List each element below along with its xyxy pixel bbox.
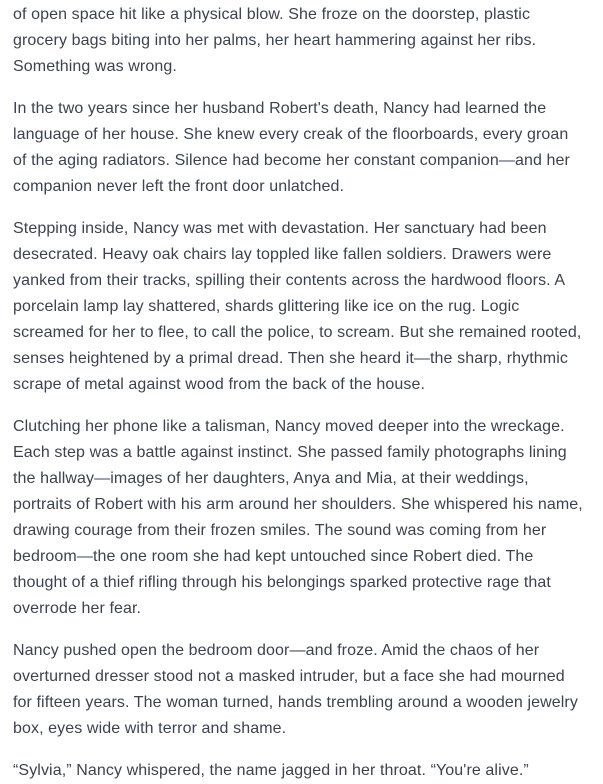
story-paragraph: Nancy pushed open the bedroom door—and froze. Amid the chaos of her overturned dresser stood not a masked intruder, but a face she had mourned for fifteen years. The woman turned, hands trembling around a wooden jewelry box, eyes wide with terror and shame.	[13, 642, 578, 737]
story-paragraph: “Sylvia,” Nancy whispered, the name jagged in her throat. “You're alive.”	[13, 762, 529, 779]
story-paragraph: In the two years since her husband Robert's death, Nancy had learned the language of her house. She knew every creak of the floorboards, every groan of the aging radiators. Silence had become her constant companion—and her companion never left the front door unlatched.	[13, 100, 570, 195]
story-paragraph: Clutching her phone like a talisman, Nancy moved deeper into the wreckage. Each step was a battle against instinct. She passed family photographs lining the hallway—images of her daughters, Anya and Mia, at their weddings, portraits of Robert with his arm around her shoulders. She whispered his name, drawing courage from their frozen smiles. The sound was coming from her bedroom—the one room she had kept untouched since Robert died. The thought of a thief rifling through his belongings sparked protective rage that overrode her fear.	[13, 418, 583, 617]
story-paragraph: of open space hit like a physical blow. She froze on the doorstep, plastic grocery bags biting into her palms, her heart hammering against her ribs. Something was wrong.	[13, 6, 537, 75]
story-paragraph: Stepping inside, Nancy was met with devastation. Her sanctuary had been desecrated. Heavy oak chairs lay toppled like fallen soldiers. Drawers were yanked from their tracks, spilling their contents across the hardwood floors. A porcelain lamp lay shattered, shards glittering like ice on the rug. Logic screamed for her to flee, to call the police, to scream. But she remained rooted, senses heightened by a primal dread. Then she heard it—the sharp, rhythmic scrape of metal against wood from the back of the house.	[13, 220, 582, 393]
story-text-body	[13, 2, 585, 784]
